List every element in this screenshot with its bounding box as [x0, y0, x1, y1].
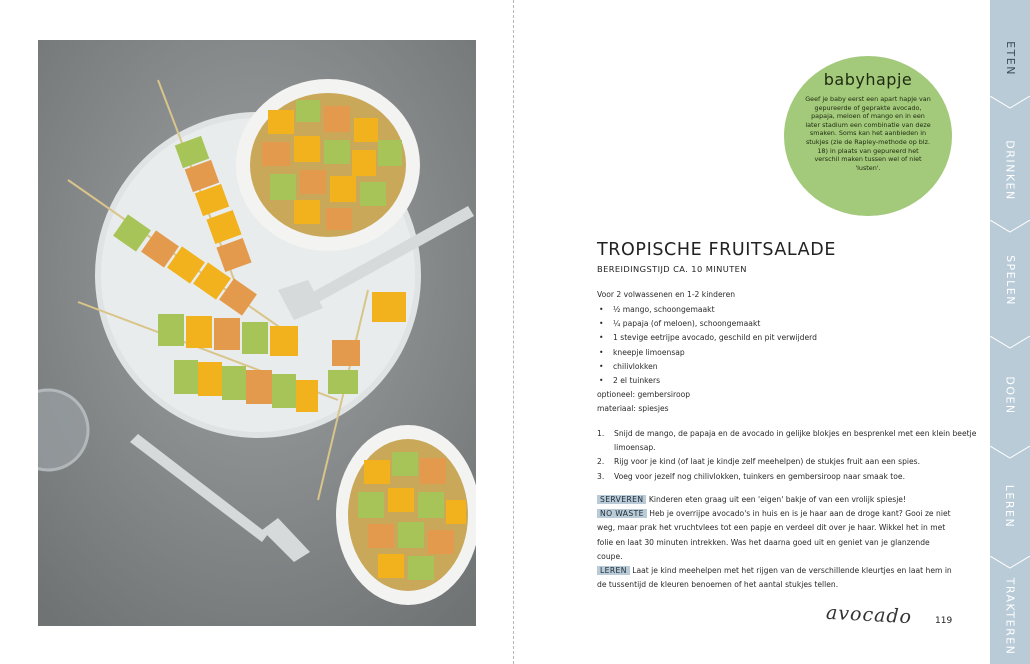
- optional-ingredient: optioneel: gembersiroop: [597, 390, 691, 400]
- ingredient-list: [597, 303, 817, 417]
- tab-divider: [990, 336, 1030, 350]
- step-text: Rijg voor je kind (of laat je kindje zelf meehelpen) de stukjes fruit aan een spies.: [614, 457, 921, 467]
- tab-eten[interactable]: [990, 28, 1030, 88]
- ingredient-item: • 2 el tuinkers: [597, 374, 817, 388]
- fruit-bowl-bottom: [336, 425, 476, 605]
- nowaste-text: Heb je overrijpe avocado's in huis en is je haar aan de droge kant? Gooi ze niet weg, maar prak het vruchtvlees tot een papje en verdeel dit over je haar. Wikkel het in met folie en laat 30 minuten intrekken. Was het daarna goed uit en geniet van je glanzende coupe.: [597, 509, 951, 561]
- recipe-title: TROPISCHE FRUITSALADE: [597, 240, 836, 260]
- babyhapje-title: babyhapje: [823, 70, 913, 89]
- tab-label: ETEN: [1003, 40, 1017, 76]
- ingredient-item: • 1 stevige eetrijpe avocado, geschild en pit verwijderd: [597, 331, 817, 345]
- tips-section: [597, 493, 957, 592]
- serveren-text: Kinderen eten graag uit een 'eigen' bakje of van een vrolijk spiesje!: [648, 495, 907, 504]
- serveren-label: SERVEREN: [597, 495, 646, 504]
- tab-divider: [990, 556, 1030, 570]
- ingredient-item: • ½ mango, schoongemaakt: [597, 303, 817, 317]
- recipe-time: BEREIDINGSTIJD CA. 10 MINUTEN: [597, 264, 747, 274]
- tab-divider: [990, 446, 1030, 460]
- fruit-bowl-top: [236, 79, 420, 251]
- step-item: [597, 427, 977, 455]
- tab-doen[interactable]: [990, 360, 1030, 430]
- fruit-skewers-illustration: [38, 40, 476, 626]
- step-number: 2.: [597, 457, 605, 467]
- babyhapje-text: Geef je baby eerst een apart hapje van gepureerde of geprakte avocado, papaja, meloen of mango en in een later stadium een combinatie van deze smaken. Soms kan het aanbieden in stukjes (zie de Rapley-methode op blz. 18) in plaats van gepureerd het verschil maken tussen wel of niet 'lusten'.: [805, 95, 931, 172]
- step-text: Snijd de mango, de papaja en de avocado in gelijke blokjes en besprenkel met een klein beetje limoensap.: [614, 429, 977, 453]
- page-gutter: [513, 0, 514, 664]
- tab-trakteren[interactable]: [990, 568, 1030, 664]
- tab-divider: [990, 220, 1030, 234]
- tab-leren[interactable]: [990, 466, 1030, 546]
- step-number: 1.: [597, 429, 605, 438]
- tab-drinken[interactable]: [990, 118, 1030, 222]
- section-tabs: [990, 0, 1030, 664]
- material: materiaal: spiesjes: [597, 404, 669, 414]
- tab-spelen[interactable]: [990, 240, 1030, 320]
- tab-label: SPELEN: [1003, 254, 1017, 306]
- ingredient-item: • ¼ papaja (of meloen), schoongemaakt: [597, 317, 817, 331]
- step-list: [597, 427, 977, 484]
- food-photo: [38, 40, 476, 626]
- tab-label: LEREN: [1003, 484, 1017, 528]
- page-number: 119: [935, 616, 953, 626]
- step-number: 3.: [597, 471, 605, 481]
- ingredient-item: • kneepje limoensap: [597, 346, 817, 360]
- step-text: Voeg voor jezelf nog chilivlokken, tuinkers en gembersiroop naar smaak toe.: [614, 471, 906, 481]
- ingredient-item: • chilivlokken: [597, 360, 817, 374]
- babyhapje-circle: [784, 56, 952, 216]
- tab-label: TRAKTEREN: [1003, 577, 1017, 655]
- step-item: [597, 455, 977, 469]
- tab-label: DRINKEN: [1003, 139, 1017, 201]
- handwritten-signature: avocado: [825, 601, 913, 629]
- step-item: [597, 470, 977, 484]
- leren-text: Laat je kind meehelpen met het rijgen van de verschillende kleurtjes en laat hem in de tussentijd de kleuren benoemen of het aantal stukjes tellen.: [597, 566, 952, 590]
- tab-divider: [990, 96, 1030, 110]
- leren-label: LEREN: [597, 566, 630, 575]
- servings: Voor 2 volwassenen en 1-2 kinderen: [597, 290, 736, 299]
- nowaste-label: NO WASTE: [597, 509, 647, 518]
- tab-label: DOEN: [1003, 375, 1017, 415]
